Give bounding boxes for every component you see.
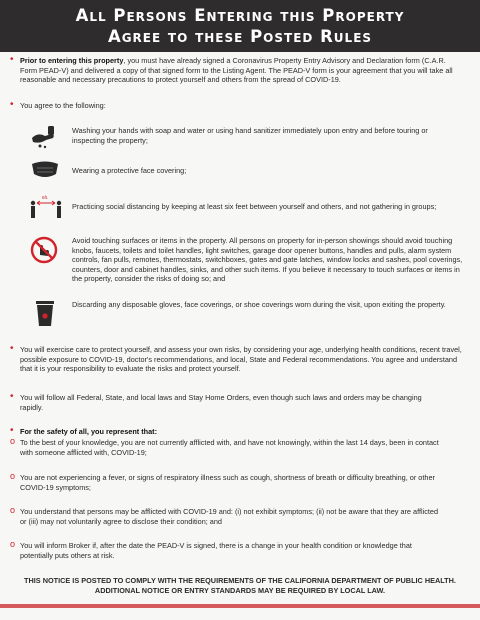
prior-bold: Prior to entering this property bbox=[20, 56, 124, 65]
sub-bullet: o bbox=[10, 539, 16, 549]
rule-social-distancing: Practicing social distancing by keeping at least six feet between yourself and others, and not gathering in groups; bbox=[72, 202, 437, 211]
sub-bullet: o bbox=[10, 471, 16, 481]
representation-item: You understand that persons may be afflicted with COVID-19 and: (i) not exhibit symptoms; (ii) not be aware that they are afflicted or (iii) may not voluntarily agree to disclose their condition; and bbox=[20, 507, 439, 526]
footer-rule bbox=[0, 604, 480, 608]
rule-face-covering: Wearing a protective face covering; bbox=[72, 166, 187, 175]
bullet: • bbox=[10, 391, 14, 402]
compliance-footer: THIS NOTICE IS POSTED TO COMPLY WITH THE REQUIREMENTS OF THE CALIFORNIA DEPARTMENT OF PUBLIC HEALTH. ADDITIONAL NOTICE OR ENTRY STANDARDS MAY BE REQUIRED BY LOCAL LAW. bbox=[24, 576, 456, 595]
agree-intro: You agree to the following: bbox=[20, 101, 106, 110]
follow-laws-paragraph: You will follow all Federal, State, and local laws and Stay Home Orders, even though such laws and orders may be changing rapidly. bbox=[20, 393, 422, 412]
face-mask-icon bbox=[30, 158, 60, 180]
prior-paragraph bbox=[20, 56, 464, 85]
trash-bin-icon bbox=[34, 298, 56, 328]
bullet: • bbox=[10, 425, 14, 436]
sub-bullet: o bbox=[10, 436, 16, 446]
rule-hand-washing: Washing your hands with soap and water or using hand sanitizer immediately upon entry and before touring or inspecting the property; bbox=[72, 126, 428, 145]
bullet: • bbox=[10, 54, 14, 65]
rule-discard: Discarding any disposable gloves, face coverings, or shoe coverings worn during the visit, upon exiting the property. bbox=[72, 300, 446, 309]
representation-item: To the best of your knowledge, you are not currently afflicted with, and have not knowingly, within the last 14 days, been in contact with someone afflicted with, COVID-19; bbox=[20, 438, 439, 457]
banner-line-2: Agree to these Posted Rules bbox=[107, 27, 373, 46]
representation-item: You are not experiencing a fever, or signs of respiratory illness such as cough, shortness of breath or difficulty breathing, or other COVID-19 symptoms; bbox=[20, 473, 435, 492]
exercise-care-paragraph: You will exercise care to protect yourself, and assess your own risks, by considering your age, underlying health conditions, recent travel, possible exposure to COVID-19, doctor's recommendations, and local, State and Federal recommendations. You agree and understand that it is your responsibility to evaluate the risks and protect yourself. bbox=[20, 345, 462, 374]
sub-bullet: o bbox=[10, 505, 16, 515]
hand-washing-icon bbox=[30, 124, 60, 150]
safety-heading: For the safety of all, you represent that: bbox=[20, 427, 158, 436]
representation-item: You will inform Broker if, after the date the PEAD-V is signed, there is a change in your health condition or knowledge that potentially puts others at risk. bbox=[20, 541, 412, 560]
prior-text: , you must have already signed a Coronavirus Property Entry Advisory and Declaration form (C.A.R. Form PEAD-V) and delivered a copy of that signed form to the Listing Agent. The PEAD-V form is your agreement that you will take all reasonable and necessary precautions to protect yourself and others from the spread of COVID-19. bbox=[20, 56, 453, 85]
bullet: • bbox=[10, 99, 14, 110]
title-banner bbox=[0, 0, 480, 52]
bullet: • bbox=[10, 343, 14, 354]
six-feet-label: 6ft. bbox=[42, 195, 49, 200]
banner-line-1: All Persons Entering this Property bbox=[75, 6, 405, 25]
rule-avoid-touching: Avoid touching surfaces or items in the property. All persons on property for in-person showings should avoid touching knobs, faucets, toilets and toilet handles, light switches, garage door opener buttons, handles and pulls, alarm system controls, fan pulls, remotes, thermostats, switchboxes, gates and gate latches, window locks and sashes, pool coverings, counters, door and cabinet handles, sinks, and other such items. If you believe it necessary to touch surfaces or items in the property, consider the risks of doing so; and bbox=[72, 236, 463, 284]
no-touch-icon bbox=[30, 236, 58, 264]
